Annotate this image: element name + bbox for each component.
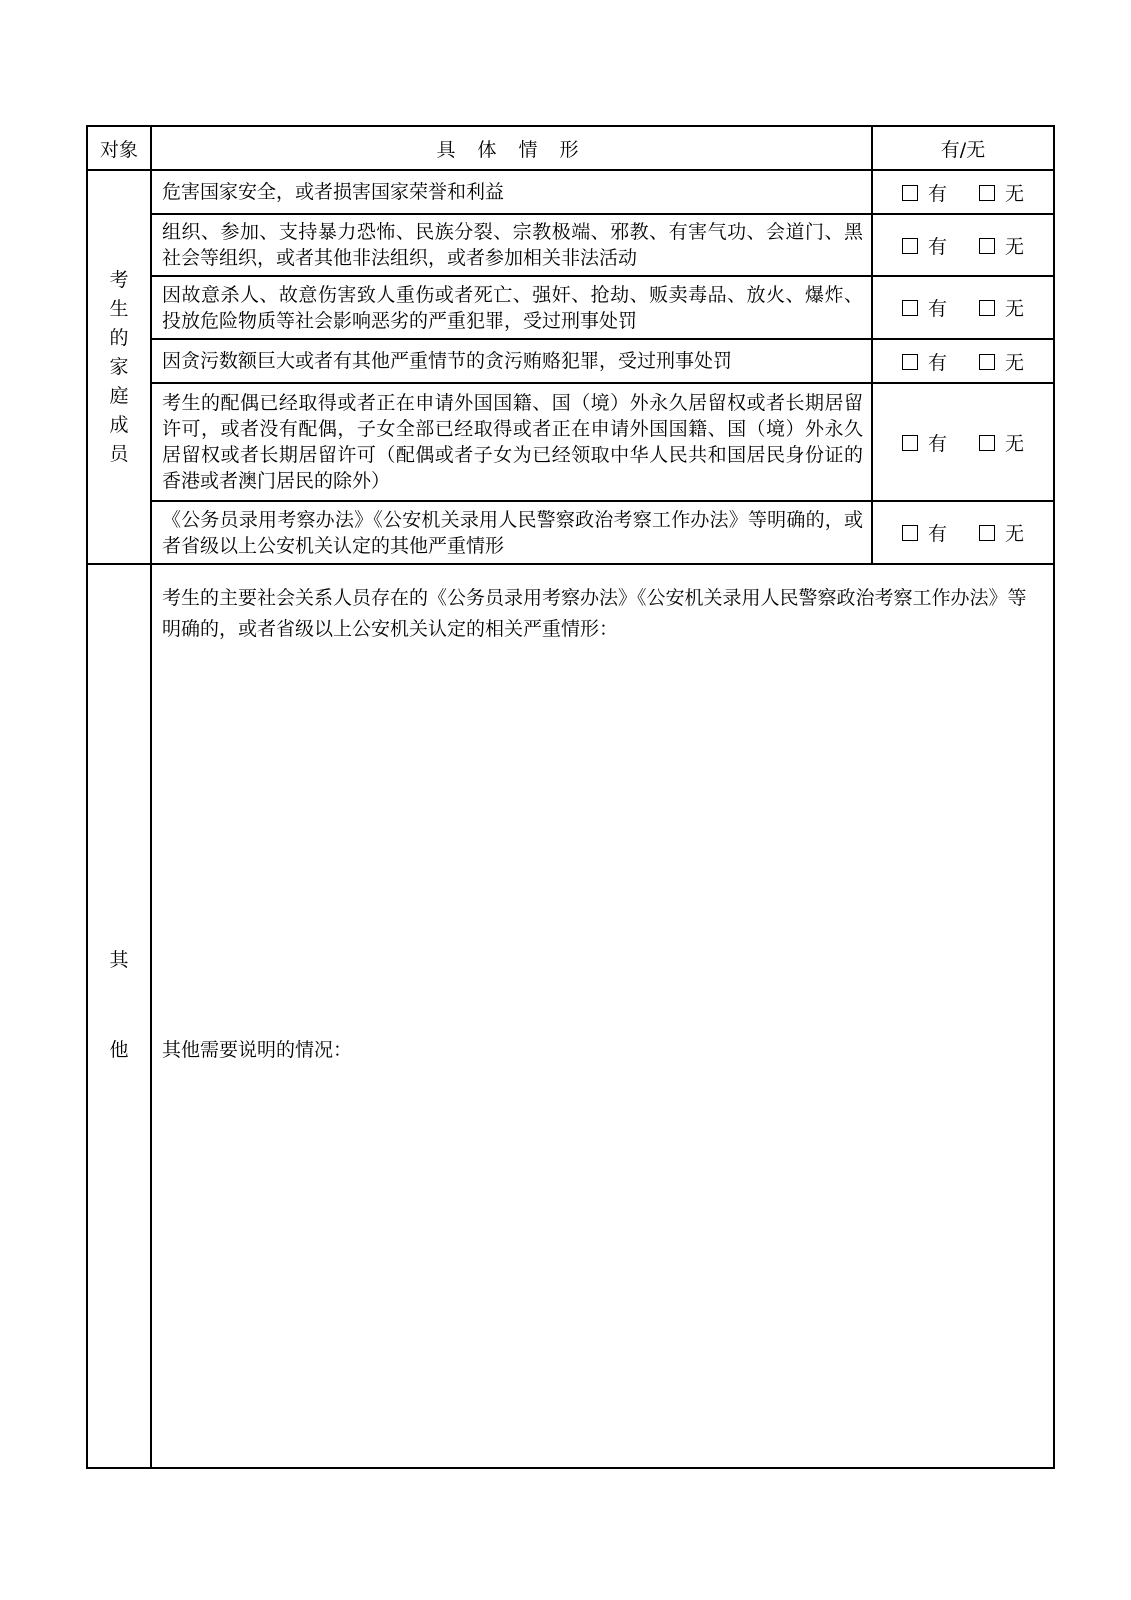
- option-no[interactable]: 无: [979, 429, 1024, 456]
- checkbox-icon[interactable]: [902, 185, 918, 201]
- yes-no-options: [872, 383, 1054, 501]
- row-description: 《公务员录用考察办法》《公安机关录用人民警察政治考察工作办法》等明确的，或者省级以上公安机关认定的其他严重情形: [151, 501, 872, 564]
- family-members-label: 考 生 的 家 庭 成 员: [87, 170, 151, 564]
- other-paragraph: 考生的主要社会关系人员存在的《公务员录用考察办法》《公安机关录用人民警察政治考察工作办法》等明确的，或者省级以上公安机关认定的相关严重情形：: [162, 587, 1027, 640]
- option-yes[interactable]: 有: [902, 519, 947, 546]
- checkbox-icon[interactable]: [979, 435, 995, 451]
- other-label: 其 他: [87, 564, 151, 1468]
- option-no[interactable]: 无: [979, 232, 1024, 259]
- checkbox-icon[interactable]: [979, 300, 995, 316]
- table-row: [87, 170, 1054, 214]
- yes-no-options: [872, 501, 1054, 564]
- row-description: 组织、参加、支持暴力恐怖、民族分裂、宗教极端、邪教、有害气功、会道门、黑社会等组织，或者其他非法组织，或者参加相关非法活动: [151, 214, 872, 276]
- other-content[interactable]: [151, 564, 1054, 1468]
- political-review-form-table: [86, 125, 1055, 1469]
- checkbox-icon[interactable]: [902, 300, 918, 316]
- checkbox-icon[interactable]: [979, 185, 995, 201]
- other-note-label: 其他需要说明的情况：: [162, 1039, 353, 1061]
- header-object: 对象: [87, 126, 151, 170]
- checkbox-icon[interactable]: [979, 238, 995, 254]
- row-description: 因贪污数额巨大或者有其他严重情节的贪污贿赂犯罪，受过刑事处罚: [151, 339, 872, 383]
- checkbox-icon[interactable]: [902, 238, 918, 254]
- header-situation: 具 体 情 形: [151, 126, 872, 170]
- checkbox-icon[interactable]: [902, 354, 918, 370]
- checkbox-icon[interactable]: [979, 354, 995, 370]
- yes-no-options: [872, 214, 1054, 276]
- option-yes[interactable]: 有: [902, 294, 947, 321]
- row-description: 考生的配偶已经取得或者正在申请外国国籍、国（境）外永久居留权或者长期居留许可，或者没有配偶，子女全部已经取得或者正在申请外国国籍、国（境）外永久居留权或者长期居留许可（配偶或者子女为已经领取中华人民共和国居民身份证的香港或者澳门居民的除外）: [151, 383, 872, 501]
- checkbox-icon[interactable]: [902, 435, 918, 451]
- option-no[interactable]: 无: [979, 179, 1024, 206]
- checkbox-icon[interactable]: [902, 525, 918, 541]
- table-row: [87, 214, 1054, 276]
- yes-no-options: [872, 339, 1054, 383]
- yes-no-options: [872, 170, 1054, 214]
- header-yes-no: 有/无: [872, 126, 1054, 170]
- option-yes[interactable]: 有: [902, 179, 947, 206]
- table-row: [87, 501, 1054, 564]
- option-no[interactable]: 无: [979, 294, 1024, 321]
- other-row: [87, 564, 1054, 1468]
- option-yes[interactable]: 有: [902, 429, 947, 456]
- checkbox-icon[interactable]: [979, 525, 995, 541]
- table-row: [87, 339, 1054, 383]
- table-row: [87, 276, 1054, 339]
- yes-no-options: [872, 276, 1054, 339]
- table-row: [87, 383, 1054, 501]
- option-no[interactable]: 无: [979, 519, 1024, 546]
- option-no[interactable]: 无: [979, 348, 1024, 375]
- header-row: [87, 126, 1054, 170]
- option-yes[interactable]: 有: [902, 348, 947, 375]
- option-yes[interactable]: 有: [902, 232, 947, 259]
- row-description: 危害国家安全，或者损害国家荣誉和利益: [151, 170, 872, 214]
- row-description: 因故意杀人、故意伤害致人重伤或者死亡、强奸、抢劫、贩卖毒品、放火、爆炸、投放危险物质等社会影响恶劣的严重犯罪，受过刑事处罚: [151, 276, 872, 339]
